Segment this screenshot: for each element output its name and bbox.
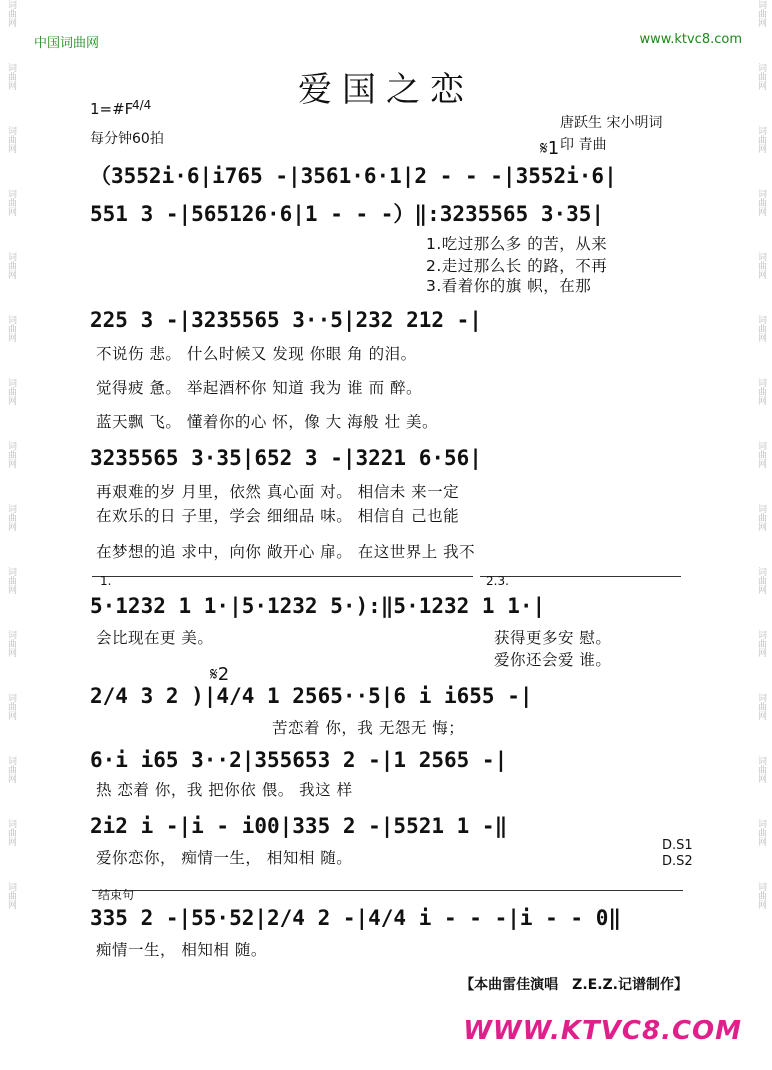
- lyric-v1-line2: 不说伤 悲。 什么时候又 发现 你眼 角 的泪。: [96, 345, 417, 363]
- side-watermark-right: [750, 0, 772, 1070]
- lyric-v3-line2: 蓝天飘 飞。 懂着你的心 怀，像 大 海般 壮 美。: [96, 413, 438, 431]
- lyric-ending: 痴情一生， 相知相 随。: [96, 941, 267, 959]
- side-mark-left-2: 词曲网: [6, 126, 16, 153]
- side-mark-right-4: 词曲网: [756, 252, 766, 279]
- lyric-chorus-2: 热 恋着 你，我 把你依 偎。 我这 样: [96, 781, 353, 799]
- side-mark-left-9: 词曲网: [6, 567, 16, 594]
- side-mark-right-9: 词曲网: [756, 567, 766, 594]
- side-mark-left-14: 词曲网: [6, 882, 16, 909]
- lyric-chorus-3: 爱你恋你， 痴情一生， 相知相 随。: [96, 849, 353, 867]
- side-watermark-left: [0, 0, 22, 1070]
- side-mark-right-8: 词曲网: [756, 504, 766, 531]
- side-mark-right-14: 词曲网: [756, 882, 766, 909]
- side-mark-left-10: 词曲网: [6, 630, 16, 657]
- key-signature: 1=#F: [90, 100, 134, 118]
- segno-2-mark: 𝄋2: [210, 664, 230, 685]
- side-mark-left-3: 词曲网: [6, 189, 16, 216]
- side-mark-right-0: 词曲网: [756, 0, 766, 27]
- side-mark-left-7: 词曲网: [6, 441, 16, 468]
- side-mark-left-12: 词曲网: [6, 756, 16, 783]
- side-mark-left-5: 词曲网: [6, 315, 16, 342]
- lyric-v2-line4: 获得更多安 慰。: [494, 629, 612, 647]
- volta-1-label: 1.: [100, 574, 112, 588]
- side-mark-left-6: 词曲网: [6, 378, 16, 405]
- lyric-v3-line3: 在梦想的追 求中，向你 敞开心 扉。 在这世界上 我不: [96, 543, 476, 561]
- ds1-mark: D.S1: [662, 838, 693, 853]
- site-url-right: www.ktvc8.com: [639, 32, 742, 47]
- side-mark-right-12: 词曲网: [756, 756, 766, 783]
- side-mark-left-4: 词曲网: [6, 252, 16, 279]
- side-mark-right-7: 词曲网: [756, 441, 766, 468]
- lyric-v1-line3: 再艰难的岁 月里，依然 真心面 对。 相信未 来一定: [96, 483, 460, 501]
- side-mark-left-11: 词曲网: [6, 693, 16, 720]
- time-signature: 4/4: [132, 98, 152, 112]
- side-mark-left-1: 词曲网: [6, 63, 16, 90]
- ending-bracket: [92, 890, 683, 891]
- tempo-marking: 每分钟60拍: [90, 131, 164, 147]
- side-mark-right-6: 词曲网: [756, 378, 766, 405]
- side-mark-right-5: 词曲网: [756, 315, 766, 342]
- site-name-left: 中国词曲网: [34, 36, 100, 51]
- side-mark-left-13: 词曲网: [6, 819, 16, 846]
- volta-23-label: 2.3.: [486, 574, 509, 588]
- lyric-v1-line4: 会比现在更 美。: [96, 629, 214, 647]
- side-mark-right-3: 词曲网: [756, 189, 766, 216]
- side-mark-left-8: 词曲网: [6, 504, 16, 531]
- lyric-v2-line2: 觉得疲 惫。 举起酒杯你 知道 我为 谁 而 醉。: [96, 379, 422, 397]
- side-mark-right-10: 词曲网: [756, 630, 766, 657]
- site-watermark: WWW.KTVC8.COM: [463, 1016, 742, 1046]
- song-title: 爱国之恋: [298, 70, 474, 110]
- side-mark-right-2: 词曲网: [756, 126, 766, 153]
- volta-1-bracket: [92, 576, 473, 577]
- lyric-v3-line4: 爱你还会爱 谁。: [494, 651, 612, 669]
- lyric-v2-line3: 在欢乐的日 子里，学会 细细品 味。 相信自 己也能: [96, 507, 460, 525]
- volta-23-bracket: [480, 576, 681, 577]
- side-mark-right-11: 词曲网: [756, 693, 766, 720]
- lyric-v1-intro: 1.吃过那么多 的苦，从来: [426, 235, 608, 253]
- ending-label: 结束句: [98, 888, 135, 902]
- ds2-mark: D.S2: [662, 854, 693, 869]
- performer-credit: 【本曲雷佳演唱 Z.E.Z.记谱制作】: [460, 977, 688, 993]
- lyric-v3-intro: 3.看着你的旗 帜，在那: [426, 277, 592, 295]
- side-mark-right-13: 词曲网: [756, 819, 766, 846]
- lyric-v2-intro: 2.走过那么长 的路，不再: [426, 257, 608, 275]
- side-mark-left-0: 词曲网: [6, 0, 16, 27]
- composer-credit: 印 青曲: [560, 137, 607, 153]
- side-mark-right-1: 词曲网: [756, 63, 766, 90]
- lyricist-credit: 唐跃生 宋小明词: [560, 115, 663, 131]
- segno-1-mark: 𝄋1: [540, 138, 560, 159]
- lyric-chorus-1: 苦恋着 你，我 无怨无 悔；: [272, 719, 465, 737]
